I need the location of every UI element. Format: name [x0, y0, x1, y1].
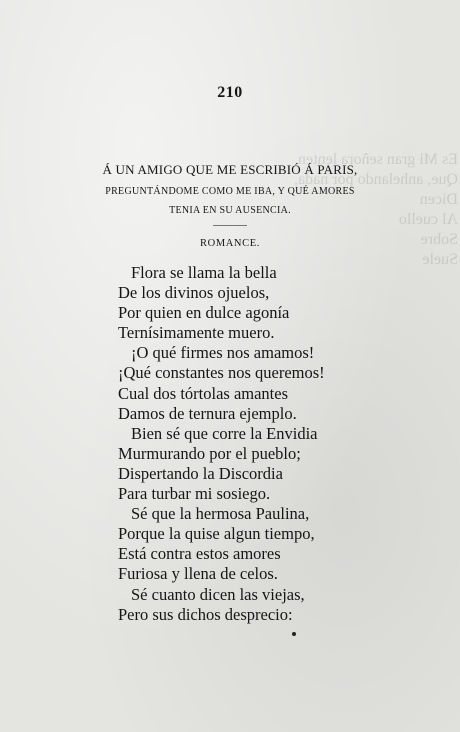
poem-subtitle-line-2: TENIA EN SU AUSENCIA.	[169, 205, 291, 216]
poem-title: Á UN AMIGO QUE ME ESCRIBIÓ Á PARIS,	[102, 162, 358, 177]
poem-line: Bien sé que corre la Envidia	[131, 423, 318, 443]
poem-line: Furiosa y llena de celos.	[118, 564, 278, 584]
poem-line: ¡Qué constantes nos queremos!	[118, 363, 325, 383]
poem-line: Flora se llama la bella	[131, 263, 277, 282]
poem-line: Para turbar mi sosiego.	[118, 484, 271, 504]
poem-line: Por quien en dulce agonía	[118, 303, 290, 323]
poem-line: ¡O qué firmes nos amamos!	[131, 343, 315, 363]
poem-line: Ternísimamente muero.	[118, 323, 275, 343]
poem-line: Sé que la hermosa Paulina,	[131, 504, 310, 524]
section-heading: ROMANCE.	[200, 238, 260, 249]
divider-rule	[213, 225, 247, 226]
poem-line: Está contra estos amores	[118, 544, 281, 564]
poem-line: Cual dos tórtolas amantes	[118, 383, 289, 403]
poem-line: De los divinos ojuelos,	[118, 283, 270, 303]
poem-line: Murmurando por el pueblo;	[118, 443, 301, 463]
poem-line: Pero sus dichos desprecio:	[118, 604, 293, 624]
ink-speck	[292, 632, 296, 636]
poem-line: Damos de ternura ejemplo.	[118, 403, 297, 423]
page-number: 210	[217, 84, 243, 101]
poem-subtitle-line-1: PREGUNTÁNDOME COMO ME IBA, Y QUÉ AMORES	[105, 186, 355, 197]
poem-line: Dispertando la Discordia	[118, 463, 283, 483]
show-through-text: Es Mi gran señora lenten Que, anhelando por nada, Dicen Al cuello Sobre Suele	[294, 151, 458, 268]
poem-line: Sé cuanto dicen las viejas,	[131, 584, 305, 604]
poem-line: Porque la quise algun tiempo,	[118, 524, 315, 544]
poem-body	[118, 263, 325, 625]
